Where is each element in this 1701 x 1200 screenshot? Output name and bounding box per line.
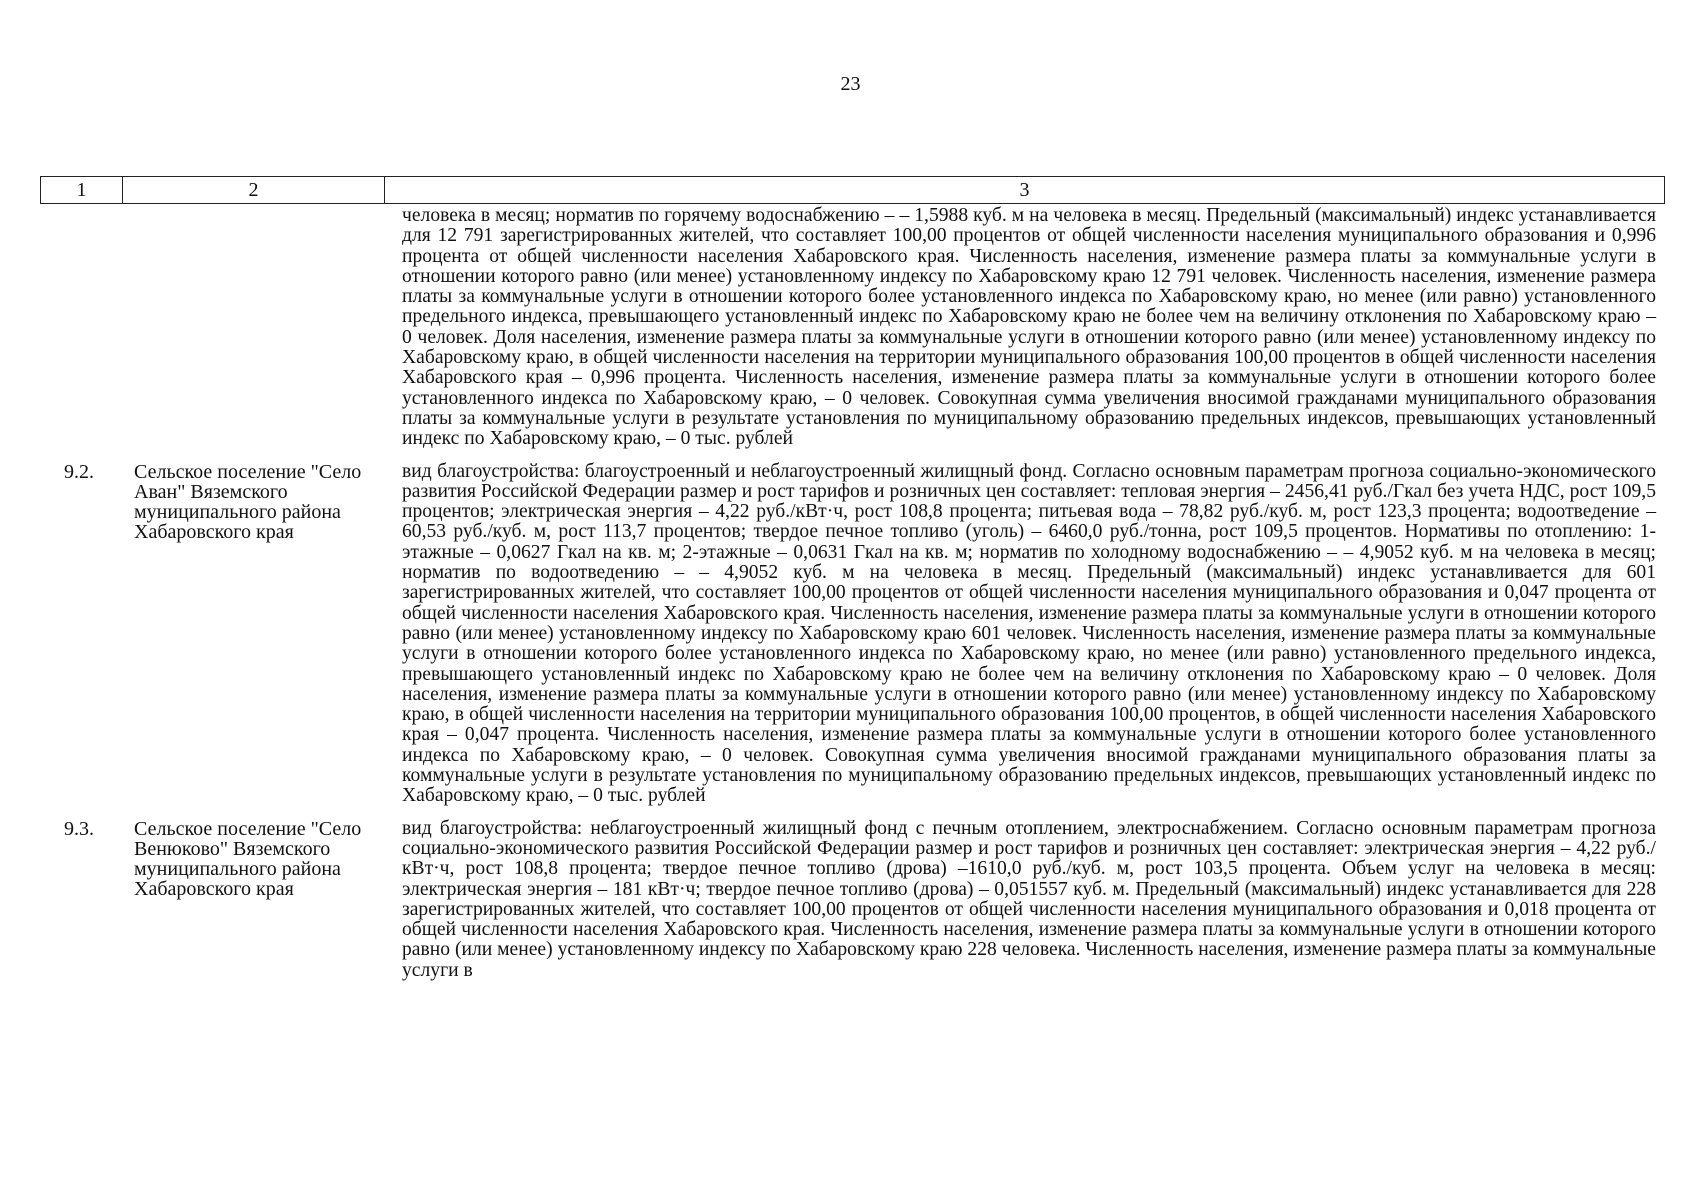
- header-col-1: 1: [41, 177, 123, 204]
- row-number: 9.3.: [64, 817, 94, 840]
- row-municipality-name: Сельское поселение "Село Аван" Вяземского муниципального района Хабаровского края: [134, 460, 362, 543]
- row-description: вид благоустройства: благоустроенный и неблагоустроенный жилищный фонд. Согласно основным параметрам прогноза социально-экономического развития Российской Федерации размер и рост тарифов и розничных цен составляет: тепловая энергия – 2456,41 руб./Гкал без учета НДС, рост 109,5 процентов; электрическая энергия – 4,22 руб./кВт·ч, рост 108,8 процента; питьевая вода – 78,82 руб./куб. м, рост 123,3 процента; водоотведение – 60,53 руб./куб. м, рост 113,7 процентов; твердое печное топливо (уголь) – 6460,0 руб./тонна, рост 109,5 процентов. Нормативы по отоплению: 1-этажные – 0,0627 Гкал на кв. м; 2-этажные – 0,0631 Гкал на кв. м; норматив по холодному водоснабжению – – 4,9052 куб. м на человека в месяц; норматив по водоотведению – – 4,9052 куб. м на человека в месяц. Предельный (максимальный) индекс устанавливается для 601 зарегистрированных жителей, что составляет 100,00 процентов от общей численности населения муниципального образования и 0,047 процента от общей численности населения Хабаровского края. Численность населения, изменение размера платы за коммунальные услуги в отношении которого равно (или менее) установленному индексу по Хабаровскому краю 601 человек. Численность населения, изменение размера платы за коммунальные услуги в отношении которого более установленного индекса по Хабаровскому краю, но менее (или равно) установленного предельного индекса, превышающего установленный индекс по Хабаровскому краю не более чем на величину отклонения по Хабаровскому краю – 0 человек. Доля населения, изменение размера платы за коммунальные услуги в отношении которого равно (или менее) установленному индексу по Хабаровскому краю, в общей численности населения на территории муниципального образования 100,00 процентов, в общей численности населения Хабаровского края – 0,047 процента. Численность населения, изменение размера платы за коммунальные услуги в отношении которого более установленного индекса по Хабаровскому краю, – 0 человек. Совокупная сумма увеличения вносимой гражданами муниципального образования платы за коммунальные услуги в результате установления по муниципальному образованию предельных индексов, превышающих установленный индекс по Хабаровскому краю, – 0 тыс. рублей: [402, 460, 1656, 807]
- table-body: [40, 206, 1664, 981]
- row-description: человека в месяц; норматив по горячему водоснабжению – – 1,5988 куб. м на человека в месяц. Предельный (максимальный) индекс устанавливается для 12 791 зарегистрированных жителей, что составляет 100,00 процентов от общей численности населения муниципального образования и 0,996 процента от общей численности населения Хабаровского края. Численность населения, изменение размера платы за коммунальные услуги в отношении которого равно (или менее) установленному индексу по Хабаровскому краю 12 791 человек. Численность населения, изменение размера платы за коммунальные услуги в отношении которого более установленного индекса по Хабаровскому краю, но менее (или равно) установленного предельного индекса, превышающего установленный индекс по Хабаровскому краю не более чем на величину отклонения по Хабаровскому краю – 0 человек. Доля населения, изменение размера платы за коммунальные услуги в отношении которого равно (или менее) установленному индексу по Хабаровскому краю, в общей численности населения на территории муниципального образования 100,00 процентов в общей численности населения Хабаровского края – 0,996 процента. Численность населения, изменение размера платы за коммунальные услуги в отношении которого более установленного индекса по Хабаровскому краю, – 0 человек. Совокупная сумма увеличения вносимой гражданами муниципального образования платы за коммунальные услуги в результате установления по муниципальному образованию предельных индексов, превышающих установленный индекс по Хабаровскому краю, – 0 тыс. рублей: [402, 205, 1656, 450]
- table-row: [40, 819, 1664, 981]
- table-row: [40, 206, 1664, 450]
- header-col-2: 2: [123, 177, 385, 204]
- table-row: [40, 462, 1664, 807]
- row-number: 9.2.: [64, 460, 94, 483]
- row-municipality-name: [122, 206, 384, 450]
- table-header: [40, 176, 1665, 204]
- header-col-3: 3: [385, 177, 1665, 204]
- row-number: [40, 206, 122, 450]
- row-description: вид благоустройства: неблагоустроенный жилищный фонд с печным отоплением, электроснабжением. Согласно основным параметрам прогноза социально-экономического развития Российской Федерации размер и рост тарифов и розничных цен составляет: электрическая энергия – 4,22 руб./кВт·ч, рост 108,8 процента; твердое печное топливо (дрова) –1610,0 руб./куб. м, рост 103,5 процента. Объем услуг на человека в месяц: электрическая энергия – 181 кВт·ч; твердое печное топливо (дрова) – 0,051557 куб. м. Предельный (максимальный) индекс устанавливается для 228 зарегистрированных жителей, что составляет 100,00 процентов от общей численности населения муниципального образования и 0,018 процента от общей численности населения Хабаровского края. Численность населения, изменение размера платы за коммунальные услуги в отношении которого равно (или менее) установленному индексу по Хабаровскому краю 228 человека. Численность населения, изменение размера платы за коммунальные услуги в: [402, 817, 1656, 981]
- row-municipality-name: Сельское поселение "Село Венюково" Вяземского муниципального района Хабаровского края: [134, 817, 362, 900]
- page-number: 23: [840, 73, 861, 95]
